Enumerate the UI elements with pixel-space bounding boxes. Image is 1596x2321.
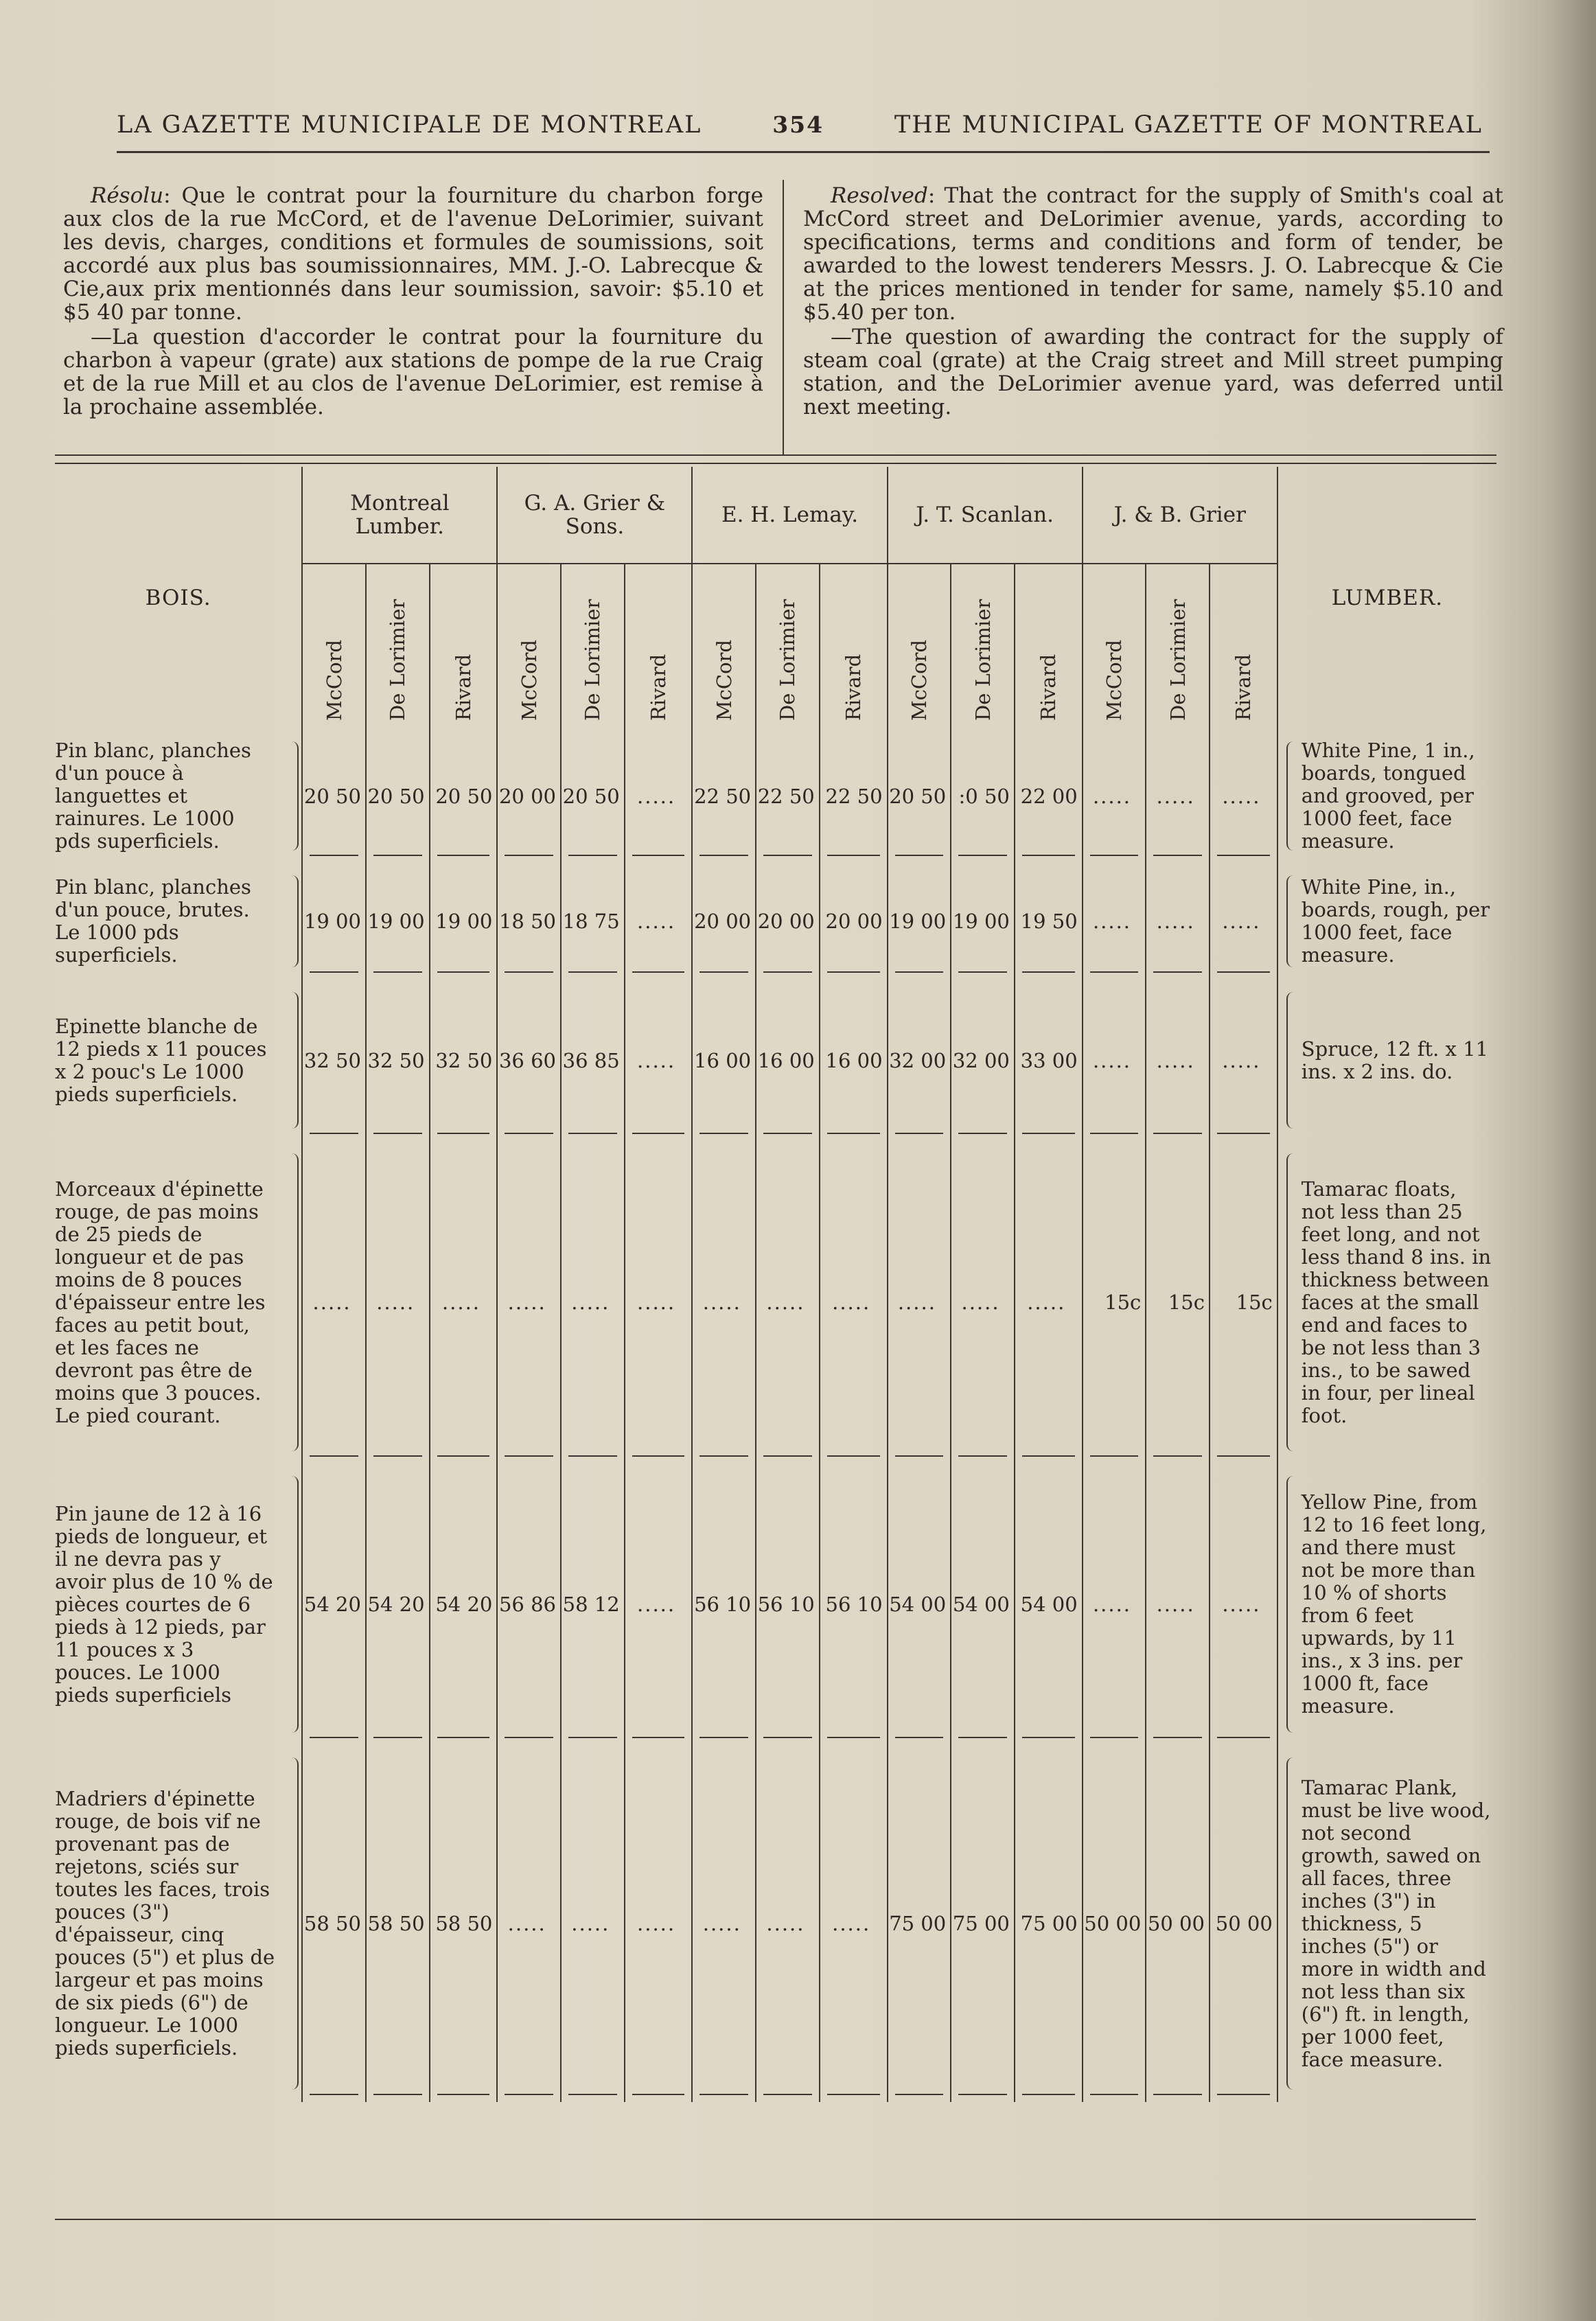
firm-jt-scanlan: J. T. Scanlan. bbox=[888, 467, 1083, 564]
yard-label: Rivard bbox=[451, 654, 475, 721]
col-header-lumber: LUMBER. bbox=[1277, 467, 1496, 729]
price-cell: 54 00 bbox=[888, 1464, 951, 1745]
price-cell: 50 00 bbox=[1210, 1745, 1277, 2102]
price-cell: 20 50 bbox=[302, 729, 366, 863]
item-description-fr bbox=[55, 980, 302, 1141]
yard-header-rivard bbox=[625, 564, 693, 729]
price-cell: 22 50 bbox=[820, 729, 888, 863]
lumber-price-table bbox=[55, 467, 1496, 2102]
yard-header-delorimier bbox=[951, 564, 1015, 729]
price-cell: ..... bbox=[1210, 729, 1277, 863]
resolution-fr-p1: Résolu: Que le contrat pour la fourniture du charbon forge aux clos de la rue McCord, et de l'avenue DeLorimier, suivant les devis, charges, conditions et formules de soumissions, soit accordé aux plus bas soumissionnaires, MM. J.-O. Labrecque & Cie,aux prix mentionnés dans leur soumission, savoir: $5.10 et $5 40 par tonne. bbox=[63, 183, 763, 325]
price-cell: 54 20 bbox=[302, 1464, 366, 1745]
yard-label: McCord bbox=[1102, 639, 1126, 721]
price-cell: ..... bbox=[1083, 729, 1146, 863]
item-description-en bbox=[1277, 1141, 1496, 1464]
brace-right bbox=[288, 992, 299, 1129]
price-cell: 50 00 bbox=[1083, 1745, 1146, 2102]
price-cell: ..... bbox=[1146, 980, 1210, 1141]
resolution-fr bbox=[63, 184, 763, 420]
table-bottom-rule bbox=[55, 2219, 1476, 2220]
price-cell: 54 20 bbox=[366, 1464, 430, 1745]
price-cell: 56 10 bbox=[756, 1464, 820, 1745]
price-cell: ..... bbox=[561, 1141, 625, 1464]
firm-jb-grier: J. & B. Grier bbox=[1083, 467, 1277, 564]
yard-label: McCord bbox=[322, 639, 346, 721]
table-row bbox=[55, 1464, 1496, 1745]
yard-header-mccord bbox=[1083, 564, 1146, 729]
price-cell: 19 00 bbox=[366, 863, 430, 980]
price-cell: 18 75 bbox=[561, 863, 625, 980]
price-cell: 56 10 bbox=[692, 1464, 756, 1745]
yard-header-rivard bbox=[1210, 564, 1277, 729]
yard-label: De Lorimier bbox=[386, 599, 410, 721]
price-cell: ..... bbox=[302, 1141, 366, 1464]
price-cell: 54 20 bbox=[430, 1464, 498, 1745]
price-cell: 15c bbox=[1083, 1141, 1146, 1464]
price-cell: 16 00 bbox=[756, 980, 820, 1141]
price-cell: ..... bbox=[756, 1141, 820, 1464]
price-cell: ..... bbox=[1146, 863, 1210, 980]
table-row bbox=[55, 980, 1496, 1141]
table-row bbox=[55, 1745, 1496, 2102]
yard-header-mccord bbox=[692, 564, 756, 729]
price-cell: 20 00 bbox=[756, 863, 820, 980]
price-cell: ..... bbox=[497, 1745, 561, 2102]
table-row bbox=[55, 729, 1496, 863]
table-row bbox=[55, 863, 1496, 980]
table-row bbox=[55, 1141, 1496, 1464]
page-number: 354 bbox=[772, 111, 824, 138]
firm-eh-lemay: E. H. Lemay. bbox=[692, 467, 887, 564]
price-cell: 56 10 bbox=[820, 1464, 888, 1745]
price-cell: ..... bbox=[430, 1141, 498, 1464]
price-cell: 20 50 bbox=[561, 729, 625, 863]
price-cell: ..... bbox=[625, 1464, 693, 1745]
yard-header-delorimier bbox=[1146, 564, 1210, 729]
price-cell: 36 60 bbox=[497, 980, 561, 1141]
title-fr: LA GAZETTE MUNICIPALE DE MONTREAL bbox=[117, 111, 702, 139]
price-cell: 20 50 bbox=[888, 729, 951, 863]
price-cell: ..... bbox=[625, 729, 693, 863]
item-description-fr-text: Epinette blanche de 12 pieds x 11 pouces x 2 pouc's Le 1000 pieds superficiels. bbox=[55, 1014, 267, 1106]
item-description-en-text: Spruce, 12 ft. x 11 ins. x 2 ins. do. bbox=[1301, 1037, 1489, 1083]
yard-label: Rivard bbox=[1037, 654, 1061, 721]
item-description-fr bbox=[55, 1745, 302, 2102]
brace-left bbox=[1286, 1757, 1296, 2090]
price-cell: 75 00 bbox=[951, 1745, 1015, 2102]
col-header-bois: BOIS. bbox=[145, 586, 211, 610]
brace-right bbox=[288, 875, 299, 967]
price-cell: 58 50 bbox=[430, 1745, 498, 2102]
item-description-en bbox=[1277, 729, 1496, 863]
brace-left bbox=[1286, 875, 1296, 967]
price-cell: ..... bbox=[1146, 1464, 1210, 1745]
yard-header-mccord bbox=[497, 564, 561, 729]
price-cell: 19 00 bbox=[430, 863, 498, 980]
brace-right bbox=[288, 1153, 299, 1451]
item-description-fr bbox=[55, 1141, 302, 1464]
price-cell: ..... bbox=[692, 1745, 756, 2102]
price-cell: ..... bbox=[625, 980, 693, 1141]
price-cell: ..... bbox=[951, 1141, 1015, 1464]
price-cell: ..... bbox=[625, 863, 693, 980]
price-cell: 20 00 bbox=[497, 729, 561, 863]
price-cell: 16 00 bbox=[692, 980, 756, 1141]
brace-left bbox=[1286, 1153, 1296, 1451]
price-cell: 22 00 bbox=[1015, 729, 1083, 863]
item-description-en bbox=[1277, 1464, 1496, 1745]
price-cell: ..... bbox=[756, 1745, 820, 2102]
price-cell: ..... bbox=[1083, 1464, 1146, 1745]
item-description-fr-text: Pin blanc, planches d'un pouce, brutes. Le 1000 pds superficiels. bbox=[55, 875, 251, 967]
yard-header-delorimier bbox=[366, 564, 430, 729]
item-description-en bbox=[1277, 863, 1496, 980]
price-cell: ..... bbox=[497, 1141, 561, 1464]
yard-label: De Lorimier bbox=[776, 599, 800, 721]
price-cell: 58 50 bbox=[302, 1745, 366, 2102]
price-cell: 32 50 bbox=[302, 980, 366, 1141]
item-description-fr-text: Pin blanc, planches d'un pouce à languettes et rainures. Le 1000 pds superficiels. bbox=[55, 739, 251, 853]
price-cell: ..... bbox=[1146, 729, 1210, 863]
item-description-fr-text: Madriers d'épinette rouge, de bois vif ne provenant pas de rejetons, sciés sur toutes les faces, trois pouces (3") d'épaisseur, cinq pouces (5") et plus de largeur et pas moins de six pieds (6") de longueur. Le 1000 pieds superficiels. bbox=[55, 1787, 275, 2059]
firm-ga-grier: G. A. Grier & Sons. bbox=[497, 467, 692, 564]
yard-header-mccord bbox=[302, 564, 366, 729]
price-cell: 20 50 bbox=[430, 729, 498, 863]
price-cell: 19 00 bbox=[951, 863, 1015, 980]
page-header bbox=[117, 111, 1483, 139]
price-cell: 32 50 bbox=[430, 980, 498, 1141]
price-cell: 19 00 bbox=[888, 863, 951, 980]
item-description-en bbox=[1277, 980, 1496, 1141]
title-en: THE MUNICIPAL GAZETTE OF MONTREAL bbox=[894, 111, 1483, 139]
yard-label: De Lorimier bbox=[581, 599, 605, 721]
price-cell: 36 85 bbox=[561, 980, 625, 1141]
price-cell: 33 00 bbox=[1015, 980, 1083, 1141]
price-cell: ..... bbox=[1210, 1464, 1277, 1745]
yard-header-rivard bbox=[1015, 564, 1083, 729]
price-cell: 58 12 bbox=[561, 1464, 625, 1745]
price-cell: ..... bbox=[366, 1141, 430, 1464]
yard-label: De Lorimier bbox=[1166, 599, 1190, 721]
price-cell: 50 00 bbox=[1146, 1745, 1210, 2102]
resolution-en bbox=[803, 184, 1503, 420]
yard-header-delorimier bbox=[756, 564, 820, 729]
resolution-fr-p2: —La question d'accorder le contrat pour la fourniture du charbon à vapeur (grate) aux stations de pompe de la rue Craig et de la rue Mill et au clos de l'avenue DeLorimier, est remise à la prochaine assemblée. bbox=[63, 325, 763, 419]
price-cell: 75 00 bbox=[888, 1745, 951, 2102]
price-cell: ..... bbox=[888, 1141, 951, 1464]
price-cell: ..... bbox=[820, 1141, 888, 1464]
price-cell: 20 00 bbox=[692, 863, 756, 980]
resolution-en-p1: Resolved: That the contract for the supply of Smith's coal at McCord street and DeLorimier avenue, yards, according to specifications, terms and conditions and form of tender, be awarded to the lowest tenderers Messrs. J. O. Labrecque & Cie at the prices mentioned in tender for same, namely $5.10 and $5.40 per ton. bbox=[803, 183, 1503, 325]
yard-label: Rivard bbox=[842, 654, 866, 721]
yard-label: McCord bbox=[517, 639, 541, 721]
price-cell: 58 50 bbox=[366, 1745, 430, 2102]
header-rule bbox=[117, 151, 1490, 153]
price-cell: 54 00 bbox=[1015, 1464, 1083, 1745]
item-description-fr bbox=[55, 863, 302, 980]
item-description-fr-text: Pin jaune de 12 à 16 pieds de longueur, et il ne devra pas y avoir plus de 10 % de pièces courtes de 6 pieds à 12 pieds, par 11 pouces x 3 pouces. Le 1000 pieds superficiels bbox=[55, 1501, 273, 1707]
table-body bbox=[55, 729, 1496, 2102]
yard-header-delorimier bbox=[561, 564, 625, 729]
price-cell: 19 00 bbox=[302, 863, 366, 980]
price-cell: 22 50 bbox=[756, 729, 820, 863]
table-top-rule bbox=[55, 454, 1496, 464]
brace-left bbox=[1286, 1476, 1296, 1733]
brace-left bbox=[1286, 741, 1296, 851]
item-description-en-text: White Pine, in., boards, rough, per 1000 feet, face measure. bbox=[1301, 875, 1490, 967]
price-cell: ..... bbox=[625, 1141, 693, 1464]
price-cell: ..... bbox=[1210, 863, 1277, 980]
price-cell: 56 86 bbox=[497, 1464, 561, 1745]
price-cell: 19 50 bbox=[1015, 863, 1083, 980]
item-description-en-text: Tamarac floats, not less than 25 feet long, and not less thand 8 ins. in thickness between faces at the small end and faces to be not less than 3 ins., to be sawed in four, per lineal foot. bbox=[1301, 1177, 1492, 1427]
price-cell: 16 00 bbox=[820, 980, 888, 1141]
yard-label: McCord bbox=[712, 639, 736, 721]
yard-header-mccord bbox=[888, 564, 951, 729]
price-cell: 32 50 bbox=[366, 980, 430, 1141]
price-cell: 20 50 bbox=[366, 729, 430, 863]
yard-label: Rivard bbox=[1231, 654, 1256, 721]
price-cell: :0 50 bbox=[951, 729, 1015, 863]
price-cell: ..... bbox=[625, 1745, 693, 2102]
item-description-en bbox=[1277, 1745, 1496, 2102]
price-cell: ..... bbox=[1083, 980, 1146, 1141]
price-cell: ..... bbox=[1015, 1141, 1083, 1464]
firm-montreal-lumber: Montreal Lumber. bbox=[302, 467, 497, 564]
price-cell: 32 00 bbox=[888, 980, 951, 1141]
brace-right bbox=[288, 1476, 299, 1733]
price-cell: ..... bbox=[1210, 980, 1277, 1141]
brace-left bbox=[1286, 992, 1296, 1129]
brace-right bbox=[288, 741, 299, 851]
yard-label: De Lorimier bbox=[971, 599, 995, 721]
item-description-en-text: Tamarac Plank, must be live wood, not second growth, sawed on all faces, three inches (3") in thickness, 5 inches (5") or more in width and not less than six (6") ft. in length, per 1000 feet, face measure. bbox=[1301, 1775, 1491, 2071]
firm-header-row bbox=[55, 467, 1496, 564]
yard-header-rivard bbox=[430, 564, 498, 729]
price-cell: ..... bbox=[1083, 863, 1146, 980]
price-cell: 20 00 bbox=[820, 863, 888, 980]
yard-label: Rivard bbox=[647, 654, 671, 721]
item-description-fr-text: Morceaux d'épinette rouge, de pas moins de 25 pieds de longueur et de pas moins de 8 pouces d'épaisseur entre les faces au petit bout, et les faces ne devront pas être de moins que 3 pouces. Le pied courant. bbox=[55, 1177, 266, 1427]
price-cell: 15c bbox=[1146, 1141, 1210, 1464]
price-cell: 18 50 bbox=[497, 863, 561, 980]
price-cell: ..... bbox=[820, 1745, 888, 2102]
resolution-en-p2: —The question of awarding the contract for the supply of steam coal (grate) at the Craig street and Mill street pumping station, and the DeLorimier avenue yard, was deferred until next meeting. bbox=[803, 325, 1503, 419]
yard-label: McCord bbox=[907, 639, 931, 721]
item-description-fr bbox=[55, 1464, 302, 1745]
yard-header-rivard bbox=[820, 564, 888, 729]
column-divider bbox=[783, 180, 784, 454]
price-cell: 75 00 bbox=[1015, 1745, 1083, 2102]
price-cell: 54 00 bbox=[951, 1464, 1015, 1745]
item-description-fr bbox=[55, 729, 302, 863]
price-cell: 32 00 bbox=[951, 980, 1015, 1141]
item-description-en-text: Yellow Pine, from 12 to 16 feet long, and there must not be more than 10 % of shorts from 6 feet upwards, by 11 ins., x 3 ins. per 1000 ft, face measure. bbox=[1301, 1490, 1487, 1718]
price-cell: ..... bbox=[561, 1745, 625, 2102]
price-cell: 22 50 bbox=[692, 729, 756, 863]
item-description-en-text: White Pine, 1 in., boards, tongued and grooved, per 1000 feet, face measure. bbox=[1301, 739, 1475, 853]
price-cell: ..... bbox=[692, 1141, 756, 1464]
price-cell: 15c bbox=[1210, 1141, 1277, 1464]
brace-right bbox=[288, 1757, 299, 2090]
